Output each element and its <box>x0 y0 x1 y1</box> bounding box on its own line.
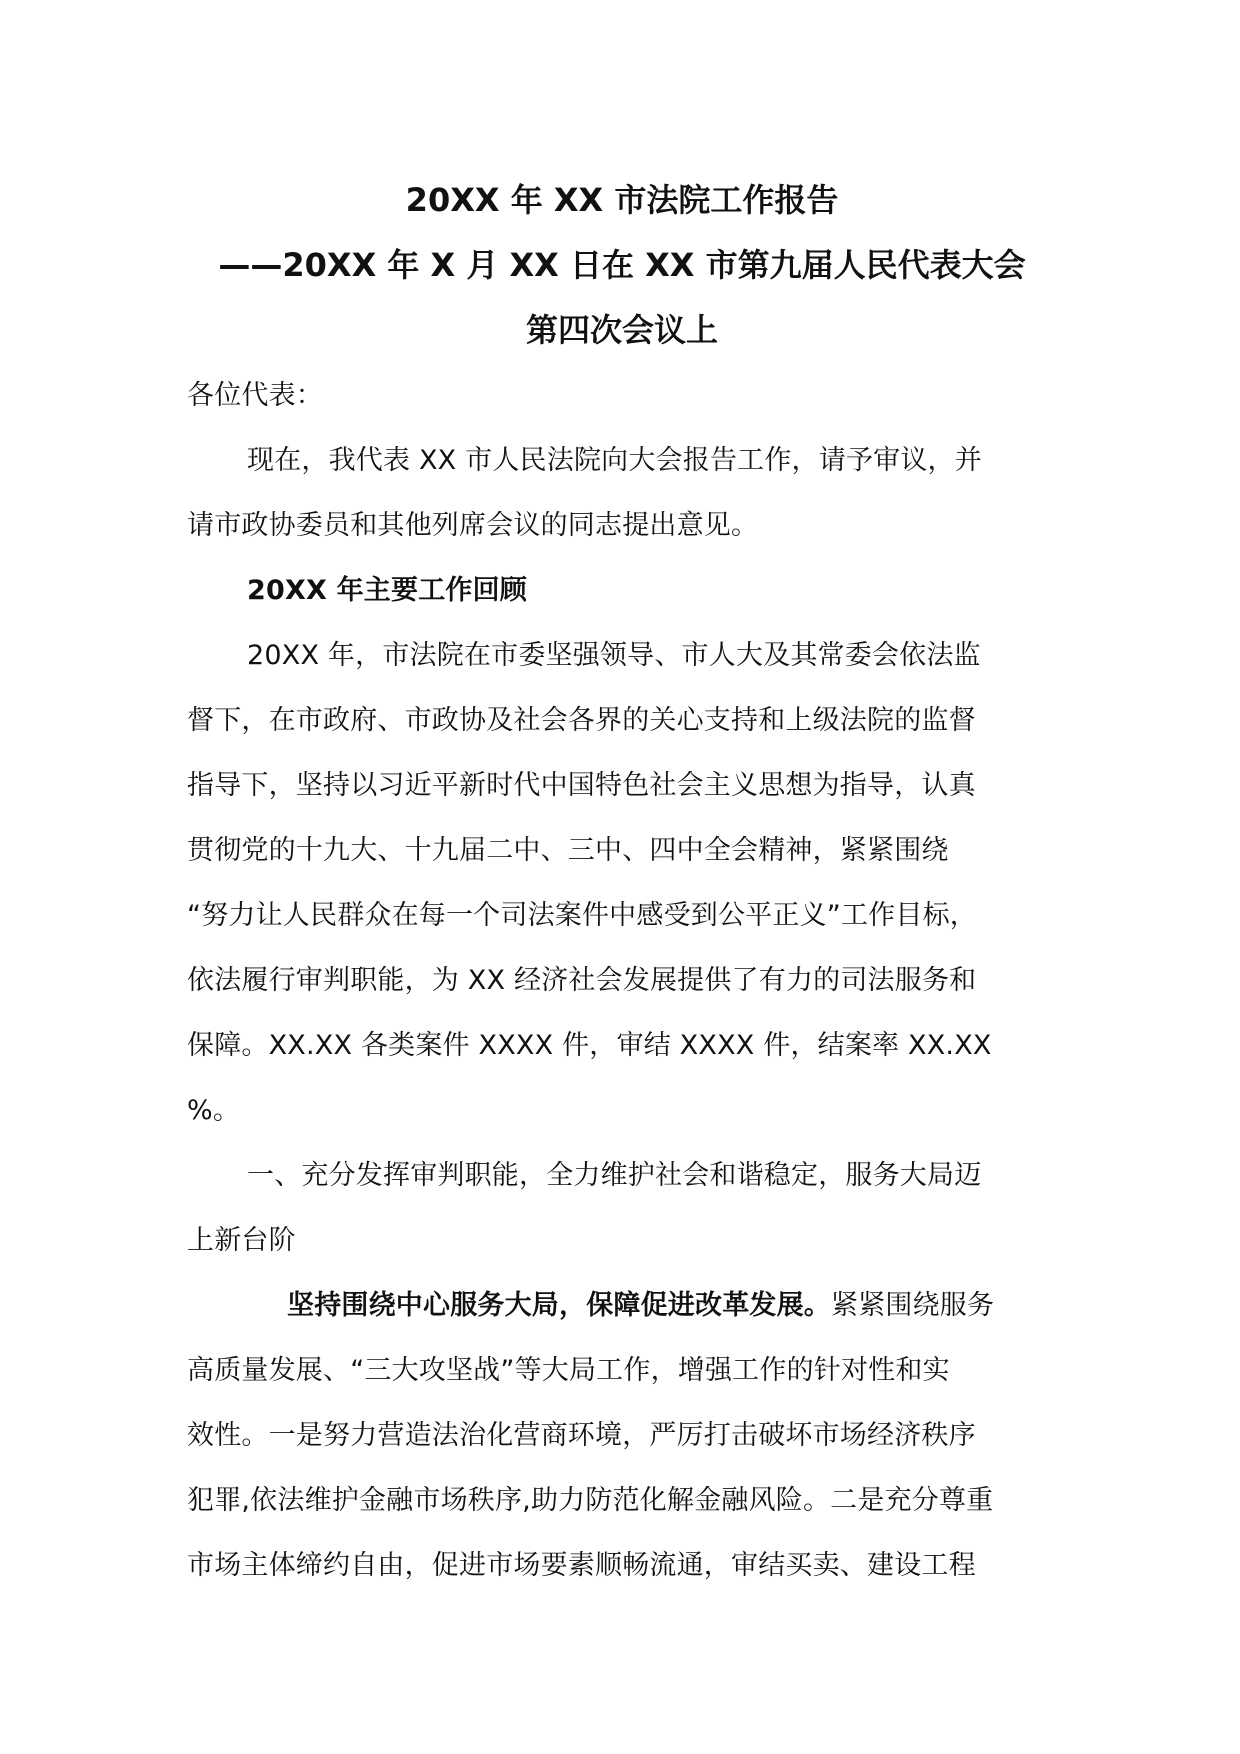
salutation: 各位代表： <box>187 380 323 411</box>
point-paragraph <box>187 1273 1057 1598</box>
intro-line: 请市政协委员和其他列席会议的同志提出意见。 <box>187 510 759 541</box>
point-line: 市场主体缔约自由，促进市场要素顺畅流通，审结买卖、建设工程 <box>187 1550 976 1581</box>
point-first-line <box>187 1273 1057 1338</box>
point-first-line-rest: 紧紧围绕服务 <box>831 1290 995 1321</box>
part-one-line: 上新台阶 <box>187 1225 296 1256</box>
point-line: 效性。一是努力营造法治化营商环境，严厉打击破坏市场经济秩序 <box>187 1420 976 1451</box>
point-line: 高质量发展、“三大攻坚战”等大局工作，增强工作的针对性和实 <box>187 1355 950 1386</box>
part-one-line: 一、充分发挥审判职能，全力维护社会和谐稳定，服务大局迈 <box>247 1160 982 1191</box>
document-body <box>187 168 1057 1598</box>
report-subtitle-line-2: 第四次会议上 <box>525 311 718 349</box>
summary-line: “努力让人民群众在每一个司法案件中感受到公平正义”工作目标， <box>187 900 977 931</box>
summary-line: 保障。XX.XX 各类案件 XXXX 件，审结 XXXX 件，结案率 XX.XX <box>187 1030 992 1061</box>
part-one-heading <box>187 1143 1057 1273</box>
summary-line: 依法履行审判职能，为 XX 经济社会发展提供了有力的司法服务和 <box>187 965 977 996</box>
summary-line: 督下，在市政府、市政协及社会各界的关心支持和上级法院的监督 <box>187 705 976 736</box>
point-line: 犯罪,依法维护金融市场秩序,助力防范化解金融风险。二是充分尊重 <box>187 1485 994 1516</box>
report-subtitle-line-1: ——20XX 年 X 月 XX 日在 XX 市第九届人民代表大会 <box>218 246 1026 284</box>
summary-line: 贯彻党的十九大、十九届二中、三中、四中全会精神，紧紧围绕 <box>187 835 949 866</box>
summary-line: %。 <box>187 1095 241 1126</box>
summary-line: 指导下，坚持以习近平新时代中国特色社会主义思想为指导，认真 <box>187 770 976 801</box>
section-heading: 20XX 年主要工作回顾 <box>247 575 528 606</box>
report-title: 20XX 年 XX 市法院工作报告 <box>405 181 839 219</box>
point-lead: 坚持围绕中心服务大局，保障促进改革发展。 <box>287 1290 831 1321</box>
summary-paragraph <box>187 623 1057 1143</box>
intro-paragraph <box>187 428 1057 558</box>
intro-line: 现在，我代表 XX 市人民法院向大会报告工作，请予审议，并 <box>247 445 982 476</box>
summary-line: 20XX 年，市法院在市委坚强领导、市人大及其常委会依法监 <box>247 640 981 671</box>
